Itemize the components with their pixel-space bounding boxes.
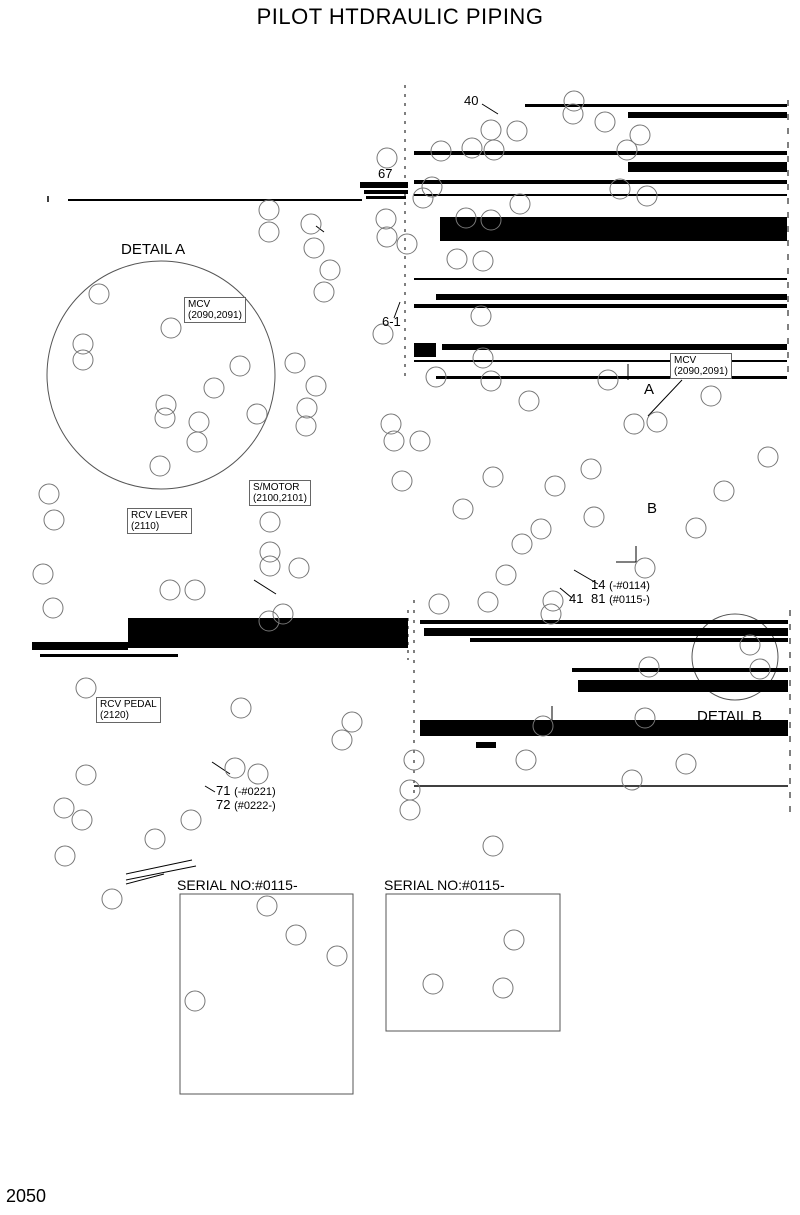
reference-balloon — [481, 371, 501, 391]
reference-balloon — [622, 770, 642, 790]
reference-balloon — [473, 348, 493, 368]
reference-balloon — [332, 730, 352, 750]
part-number-6-1: 6-1 — [382, 314, 401, 329]
mcv-name: MCV — [674, 355, 697, 366]
mcv-ref: (2090,2091) — [674, 366, 728, 377]
reference-balloon — [545, 476, 565, 496]
reference-balloon — [181, 810, 201, 830]
reference-balloon — [595, 112, 615, 132]
reference-balloon — [392, 471, 412, 491]
reference-balloon — [453, 499, 473, 519]
reference-balloon — [296, 416, 316, 436]
page-number: 2050 — [6, 1186, 47, 1206]
reference-balloon — [155, 408, 175, 428]
reference-balloon — [225, 758, 245, 778]
reference-balloon — [376, 209, 396, 229]
rcv-lever-name: RCV LEVER — [131, 510, 188, 521]
reference-balloon — [581, 459, 601, 479]
upper-left-pipe — [48, 182, 408, 202]
reference-balloon — [102, 889, 122, 909]
view-marker-b: B — [647, 500, 658, 517]
reference-balloon — [76, 765, 96, 785]
reference-balloon — [44, 510, 64, 530]
reference-balloon — [204, 378, 224, 398]
reference-balloon — [257, 896, 277, 916]
reference-balloon — [33, 564, 53, 584]
reference-balloon — [260, 512, 280, 532]
reference-balloon — [512, 534, 532, 554]
reference-balloon — [714, 481, 734, 501]
reference-balloon — [187, 432, 207, 452]
reference-balloon — [342, 712, 362, 732]
reference-balloon — [504, 930, 524, 950]
reference-balloon — [72, 810, 92, 830]
part-number-72 — [216, 797, 276, 812]
reference-balloon — [39, 484, 59, 504]
mcv-label-left — [184, 297, 246, 323]
mcv-label-right — [670, 353, 732, 379]
reference-balloon — [73, 334, 93, 354]
reference-balloon — [150, 456, 170, 476]
reference-balloon — [259, 222, 279, 242]
reference-balloon — [314, 282, 334, 302]
serial-view-box-2 — [386, 894, 560, 1031]
serial-view-box-1 — [180, 894, 353, 1094]
reference-balloon — [76, 678, 96, 698]
part-ref: (#0115-) — [609, 594, 650, 606]
reference-balloon — [285, 353, 305, 373]
part-ref: (#0222-) — [234, 800, 276, 812]
part-number-67: 67 — [378, 166, 393, 181]
reference-balloon — [73, 350, 93, 370]
reference-balloon — [43, 598, 63, 618]
reference-balloon — [510, 194, 530, 214]
reference-balloon — [327, 946, 347, 966]
reference-balloon — [519, 391, 539, 411]
s-motor-name: S/MOTOR — [253, 482, 300, 493]
reference-balloon — [701, 386, 721, 406]
middle-left-pipe-bundle — [32, 610, 408, 660]
part-num: 72 — [216, 797, 231, 812]
reference-balloon — [478, 592, 498, 612]
reference-balloon — [160, 580, 180, 600]
reference-balloon — [289, 558, 309, 578]
reference-balloon — [473, 251, 493, 271]
s-motor-ref: (2100,2101) — [253, 493, 307, 504]
reference-balloon — [185, 580, 205, 600]
detail-a-label: DETAIL A — [121, 241, 186, 258]
reference-balloon — [230, 356, 250, 376]
reference-balloon — [247, 404, 267, 424]
reference-balloon — [377, 227, 397, 247]
reference-balloon — [54, 798, 74, 818]
reference-balloon — [400, 780, 420, 800]
reference-balloon — [635, 558, 655, 578]
reference-balloon — [630, 125, 650, 145]
reference-balloon — [286, 925, 306, 945]
part-num: 14 — [591, 577, 606, 592]
part-number-41: 41 — [569, 591, 584, 606]
reference-balloon — [584, 507, 604, 527]
mcv-name: MCV — [188, 299, 211, 310]
reference-balloon — [493, 978, 513, 998]
reference-balloon — [423, 974, 443, 994]
reference-balloon — [686, 518, 706, 538]
reference-balloon — [301, 214, 321, 234]
part-number-71 — [216, 783, 276, 798]
drawing-title: PILOT HTDRAULIC PIPING — [256, 4, 544, 29]
reference-balloon — [471, 306, 491, 326]
reference-balloon — [647, 412, 667, 432]
reference-balloon — [320, 260, 340, 280]
part-num: 71 — [216, 783, 231, 798]
mcv-ref: (2090,2091) — [188, 310, 242, 321]
rcv-lever-ref: (2110) — [131, 521, 160, 532]
detail-a-circle — [47, 261, 275, 489]
reference-balloon — [260, 556, 280, 576]
serial-view-label-2: SERIAL NO:#0115- — [384, 877, 505, 893]
reference-balloon — [481, 120, 501, 140]
reference-balloon — [185, 991, 205, 1011]
reference-balloon — [507, 121, 527, 141]
reference-balloon — [145, 829, 165, 849]
reference-balloon — [248, 764, 268, 784]
reference-balloon — [400, 800, 420, 820]
reference-balloon — [676, 754, 696, 774]
reference-balloon — [55, 846, 75, 866]
view-marker-a: A — [644, 381, 655, 398]
reference-balloon — [543, 591, 563, 611]
rcv-lever-label — [127, 508, 192, 534]
part-number-40: 40 — [464, 93, 479, 108]
reference-balloon — [484, 140, 504, 160]
reference-balloon — [531, 519, 551, 539]
reference-balloon — [758, 447, 778, 467]
part-ref: (-#0221) — [234, 786, 276, 798]
reference-balloon — [231, 698, 251, 718]
detail-b-label: DETAIL B — [697, 708, 763, 725]
rcv-pedal-label — [96, 697, 161, 723]
reference-balloon — [189, 412, 209, 432]
part-num: 81 — [591, 591, 606, 606]
reference-balloon — [306, 376, 326, 396]
rcv-pedal-name: RCV PEDAL — [100, 699, 157, 710]
upper-right-pipe-bundle — [405, 85, 788, 380]
serial-view-label-1: SERIAL NO:#0115- — [177, 877, 298, 893]
reference-balloon — [429, 594, 449, 614]
reference-balloon — [624, 414, 644, 434]
reference-balloon — [483, 467, 503, 487]
reference-balloon — [259, 200, 279, 220]
part-ref: (-#0114) — [609, 580, 650, 592]
reference-balloon — [304, 238, 324, 258]
reference-balloon — [89, 284, 109, 304]
reference-balloon — [598, 370, 618, 390]
s-motor-label — [249, 480, 311, 506]
reference-balloon — [483, 836, 503, 856]
rcv-pedal-ref: (2120) — [100, 710, 129, 721]
reference-balloon — [639, 657, 659, 677]
reference-balloon — [397, 234, 417, 254]
reference-balloon — [447, 249, 467, 269]
part-number-81 — [591, 591, 650, 606]
reference-balloon — [410, 431, 430, 451]
part-number-14 — [591, 577, 650, 592]
reference-balloon — [516, 750, 536, 770]
reference-balloon — [496, 565, 516, 585]
reference-balloon — [161, 318, 181, 338]
reference-balloon — [297, 398, 317, 418]
reference-balloon — [377, 148, 397, 168]
